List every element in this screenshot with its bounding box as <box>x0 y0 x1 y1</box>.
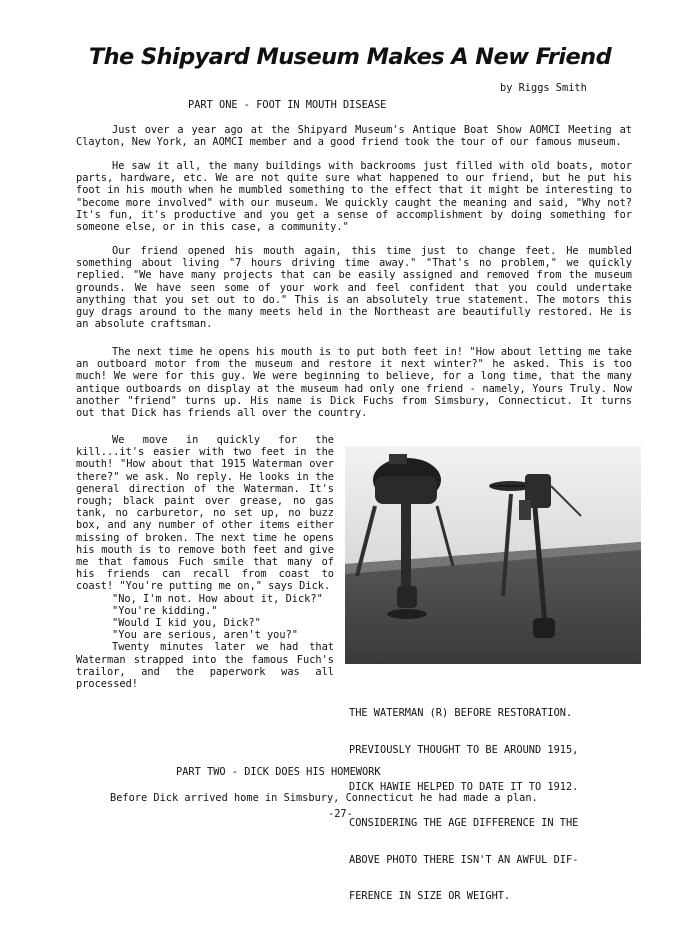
byline: by Riggs Smith <box>500 82 587 94</box>
caption-line: PREVIOUSLY THOUGHT TO BE AROUND 1915, <box>349 744 579 757</box>
closing-line: Before Dick arrived home in Simsbury, Connecticut he had made a plan. <box>110 792 538 804</box>
photo-illustration <box>345 446 641 664</box>
caption-line: FERENCE IN SIZE OR WEIGHT. <box>349 890 511 903</box>
column-paragraph-3: "You're kidding." <box>112 604 218 617</box>
paragraph-2: He saw it all, the many buildings with backrooms just filled with old boats, motor parts, hardware, etc. We are not quite sure what happened to our friend, but he put his foot in his mouth when he mumbled something to the effect that it might be interesting to "become more involved" with our museum. We quickly caught the meaning and said, "Why not? It's fun, it's productive and you get a sense of accomplishment by doing something for someone else, or in this case, a community." <box>76 160 632 234</box>
paragraph-4: The next time he opens his mouth is to put both feet in! "How about letting me take an outboard motor from the museum and restore it next winter?" he asked. This is too much! We were for this guy. We were beginning to believe, for a long time, that the many antique outboards on display at the museum had only one friend - namely, Yours Truly. Now another "friend" turns up. His name is Dick Fuchs from Simsbury, Connecticut. It turns out that Dick has friends all over the country. <box>76 346 632 420</box>
photo-caption <box>349 683 629 927</box>
caption-line: THE WATERMAN (R) BEFORE RESTORATION. <box>349 707 573 720</box>
column-paragraph-6: Twenty minutes later we had that Waterman strapped into the famous Fuch's trailor, and the paperwork was all processed! <box>76 641 334 691</box>
waterman-motors-photo <box>345 446 641 664</box>
part-one-heading: PART ONE - FOOT IN MOUTH DISEASE <box>188 99 387 111</box>
column-paragraph-4: "Would I kid you, Dick?" <box>112 617 261 630</box>
part-two-heading: PART TWO - DICK DOES HIS HOMEWORK <box>176 766 381 778</box>
caption-line: DICK HAWIE HELPED TO DATE IT TO 1912. <box>349 780 579 793</box>
column-paragraph-5: "You are serious, aren't you?" <box>112 629 298 642</box>
page-number: -27- <box>328 808 353 820</box>
caption-line: ABOVE PHOTO THERE ISN'T AN AWFUL DIF- <box>349 853 579 866</box>
caption-line: CONSIDERING THE AGE DIFFERENCE IN THE <box>349 817 579 830</box>
column-paragraph-2: "No, I'm not. How about it, Dick?" <box>112 592 323 605</box>
article-title: The Shipyard Museum Makes A New Friend <box>88 44 612 70</box>
paragraph-1: Just over a year ago at the Shipyard Museum's Antique Boat Show AOMCI Meeting at Clayton, New York, an AOMCI member and a good friend took the tour of our famous museum. <box>76 124 632 149</box>
left-column <box>76 434 334 690</box>
column-paragraph-1: We move in quickly for the kill...it's easier with two feet in the mouth! "How about that 1915 Waterman over there?" we ask. No reply. He looks in the general direction of the Waterman. It's rough; black paint over grease, no gas tank, no carburetor, no set up, no buzz box, and any number of other items either missing of broken. The next time he opens his mouth is to remove both feet and give me that famous Fuch smile that many of his friends can recall from coast to coast! "You're putting me on," says Dick. <box>76 434 334 593</box>
paragraph-3: Our friend opened his mouth again, this time just to change feet. He mumbled something about living "7 hours driving time away." "That's no problem," we quickly replied. "We have many projects that can be easily assigned and removed from the museum grounds. We have seen some of your work and feel confident that you could undertake anything that you set out to do." This is an absolutely true statement. The motors this guy drags around to the many meets held in the Northeast are beautifully restored. He is an absolute craftsman. <box>76 245 632 331</box>
